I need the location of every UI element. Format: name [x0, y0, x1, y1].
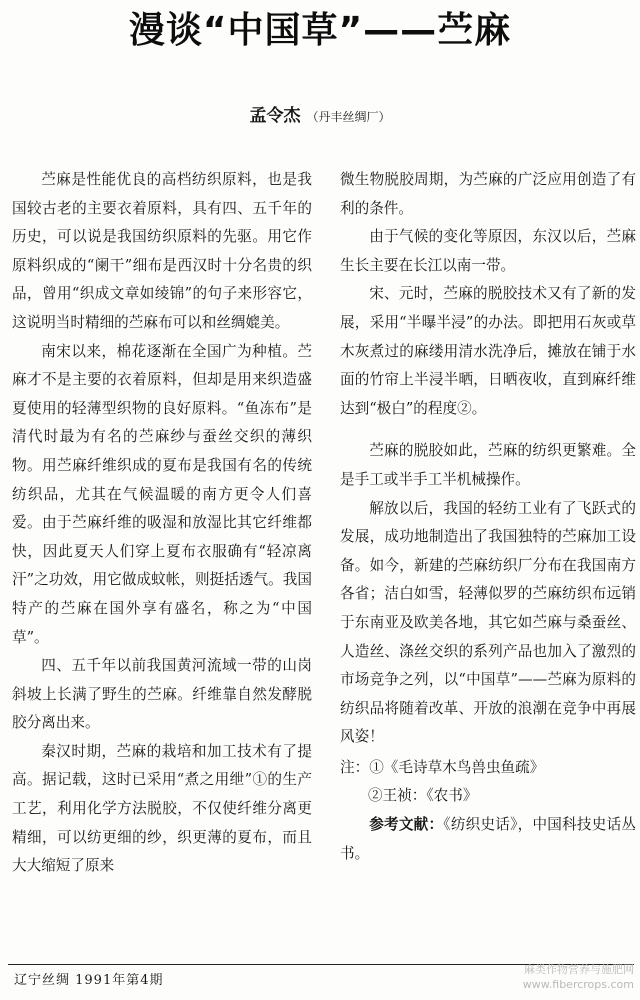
footnote-text: ①《毛诗草木鸟兽虫鱼疏》 [369, 758, 545, 776]
right-column [340, 166, 636, 868]
references [340, 811, 636, 868]
paragraph: 由于气候的变化等原因，东汉以后，苎麻生长主要在长江以南一带。 [340, 228, 636, 274]
footnotes [340, 754, 636, 811]
author-name: 孟令杰 [249, 106, 301, 126]
author-affiliation: （丹丰丝绸厂） [306, 110, 391, 124]
references-label: 参考文献： [369, 816, 444, 834]
footnote-1 [340, 754, 636, 783]
paragraph: 解放以后，我国的轻纺工业有了飞跃式的发展，成功地制造出了我国独特的苎麻加工设备。如今，新建的苎麻纺织厂分布在我国南方各省；洁白如雪，轻薄似罗的苎麻纺织布远销于东南亚及欧美各地，其它如苎麻与桑蚕丝、人造丝、涤丝交织的系列产品也加入了激烈的市场竞争之列，以“中国草”——苎麻为原料的纺织品将随着改革、开放的浪潮在竞争中再展风姿！ [340, 499, 636, 746]
byline [0, 104, 640, 129]
left-column [12, 166, 312, 881]
paragraph: 南宋以来，棉花逐渐在全国广为种植。苎麻才不是主要的衣着原料，但却是用来织造盛夏使用的轻薄型织物的良好原料。“鱼冻布”是清代时最为有名的苎麻纱与蚕丝交织的薄织物。用苎麻纤维织成的夏布是我国有名的传统纺织品，尤其在气候温暖的南方更令人们喜爱。由于苎麻纤维的吸湿和放湿比其它纤维都快，因此夏天人们穿上夏布衣服确有“轻凉离汗”之功效，用它做成蚊帐，则挺括透气。我国特产的苎麻在国外享有盛名，称之为“中国草”。 [12, 342, 312, 646]
paragraph: 宋、元时，苎麻的脱胶技术又有了新的发展，采用“半曝半浸”的办法。即把用石灰或草木灰煮过的麻缕用清水洗净后，摊放在铺于水面的竹帘上半浸半晒，日晒夜收，直到麻纤维达到“极白”的程度②。 [340, 285, 636, 417]
paragraph: 苎麻的脱胶如此，苎麻的纺织更繁难。全是手工或半手工半机械操作。 [340, 442, 636, 488]
paragraph-continued: 微生物脱胶周期，为苎麻的广泛应用创造了有利的条件。 [340, 171, 636, 217]
watermark-url: www.fibercrops.com [522, 978, 634, 991]
footnotes-label: 注： [340, 758, 370, 776]
paragraph: 苎麻是性能优良的高档纺织原料，也是我国较古老的主要衣着原料，具有四、五千年的历史，可以说是我国纺织原料的先驱。用它作原料织成的“阑干”细布是西汉时十分名贵的织品，曾用“织成文章如绫锦”的句子来形容它，这说明当时精细的苎麻布可以和丝绸媲美。 [12, 171, 312, 331]
paragraph: 秦汉时期，苎麻的栽培和加工技术有了提高。据记载，这时已采用“煮之用绁”①的生产工艺，利用化学方法脱胶，不仅使纤维分离更精细，可以纺更细的纱，织更薄的夏布，而且大大缩短了原来 [12, 742, 312, 875]
article-title: 漫谈“中国草”——苎麻 [128, 10, 512, 51]
watermark-title: 麻类作物营养与施肥网 [524, 963, 634, 976]
references-text: 《纺织史话》，中国科技史话丛书。 [340, 816, 636, 862]
paragraph: 四、五千年以前我国黄河流域一带的山岗斜坡上长满了野生的苎麻。纤维靠自然发酵脱胶分离出来。 [12, 657, 312, 732]
watermark [523, 962, 634, 992]
journal-footer: 辽宁丝绸 1991年第4期 [14, 973, 164, 988]
footnote-2: ②王祯：《农书》 [368, 787, 478, 805]
